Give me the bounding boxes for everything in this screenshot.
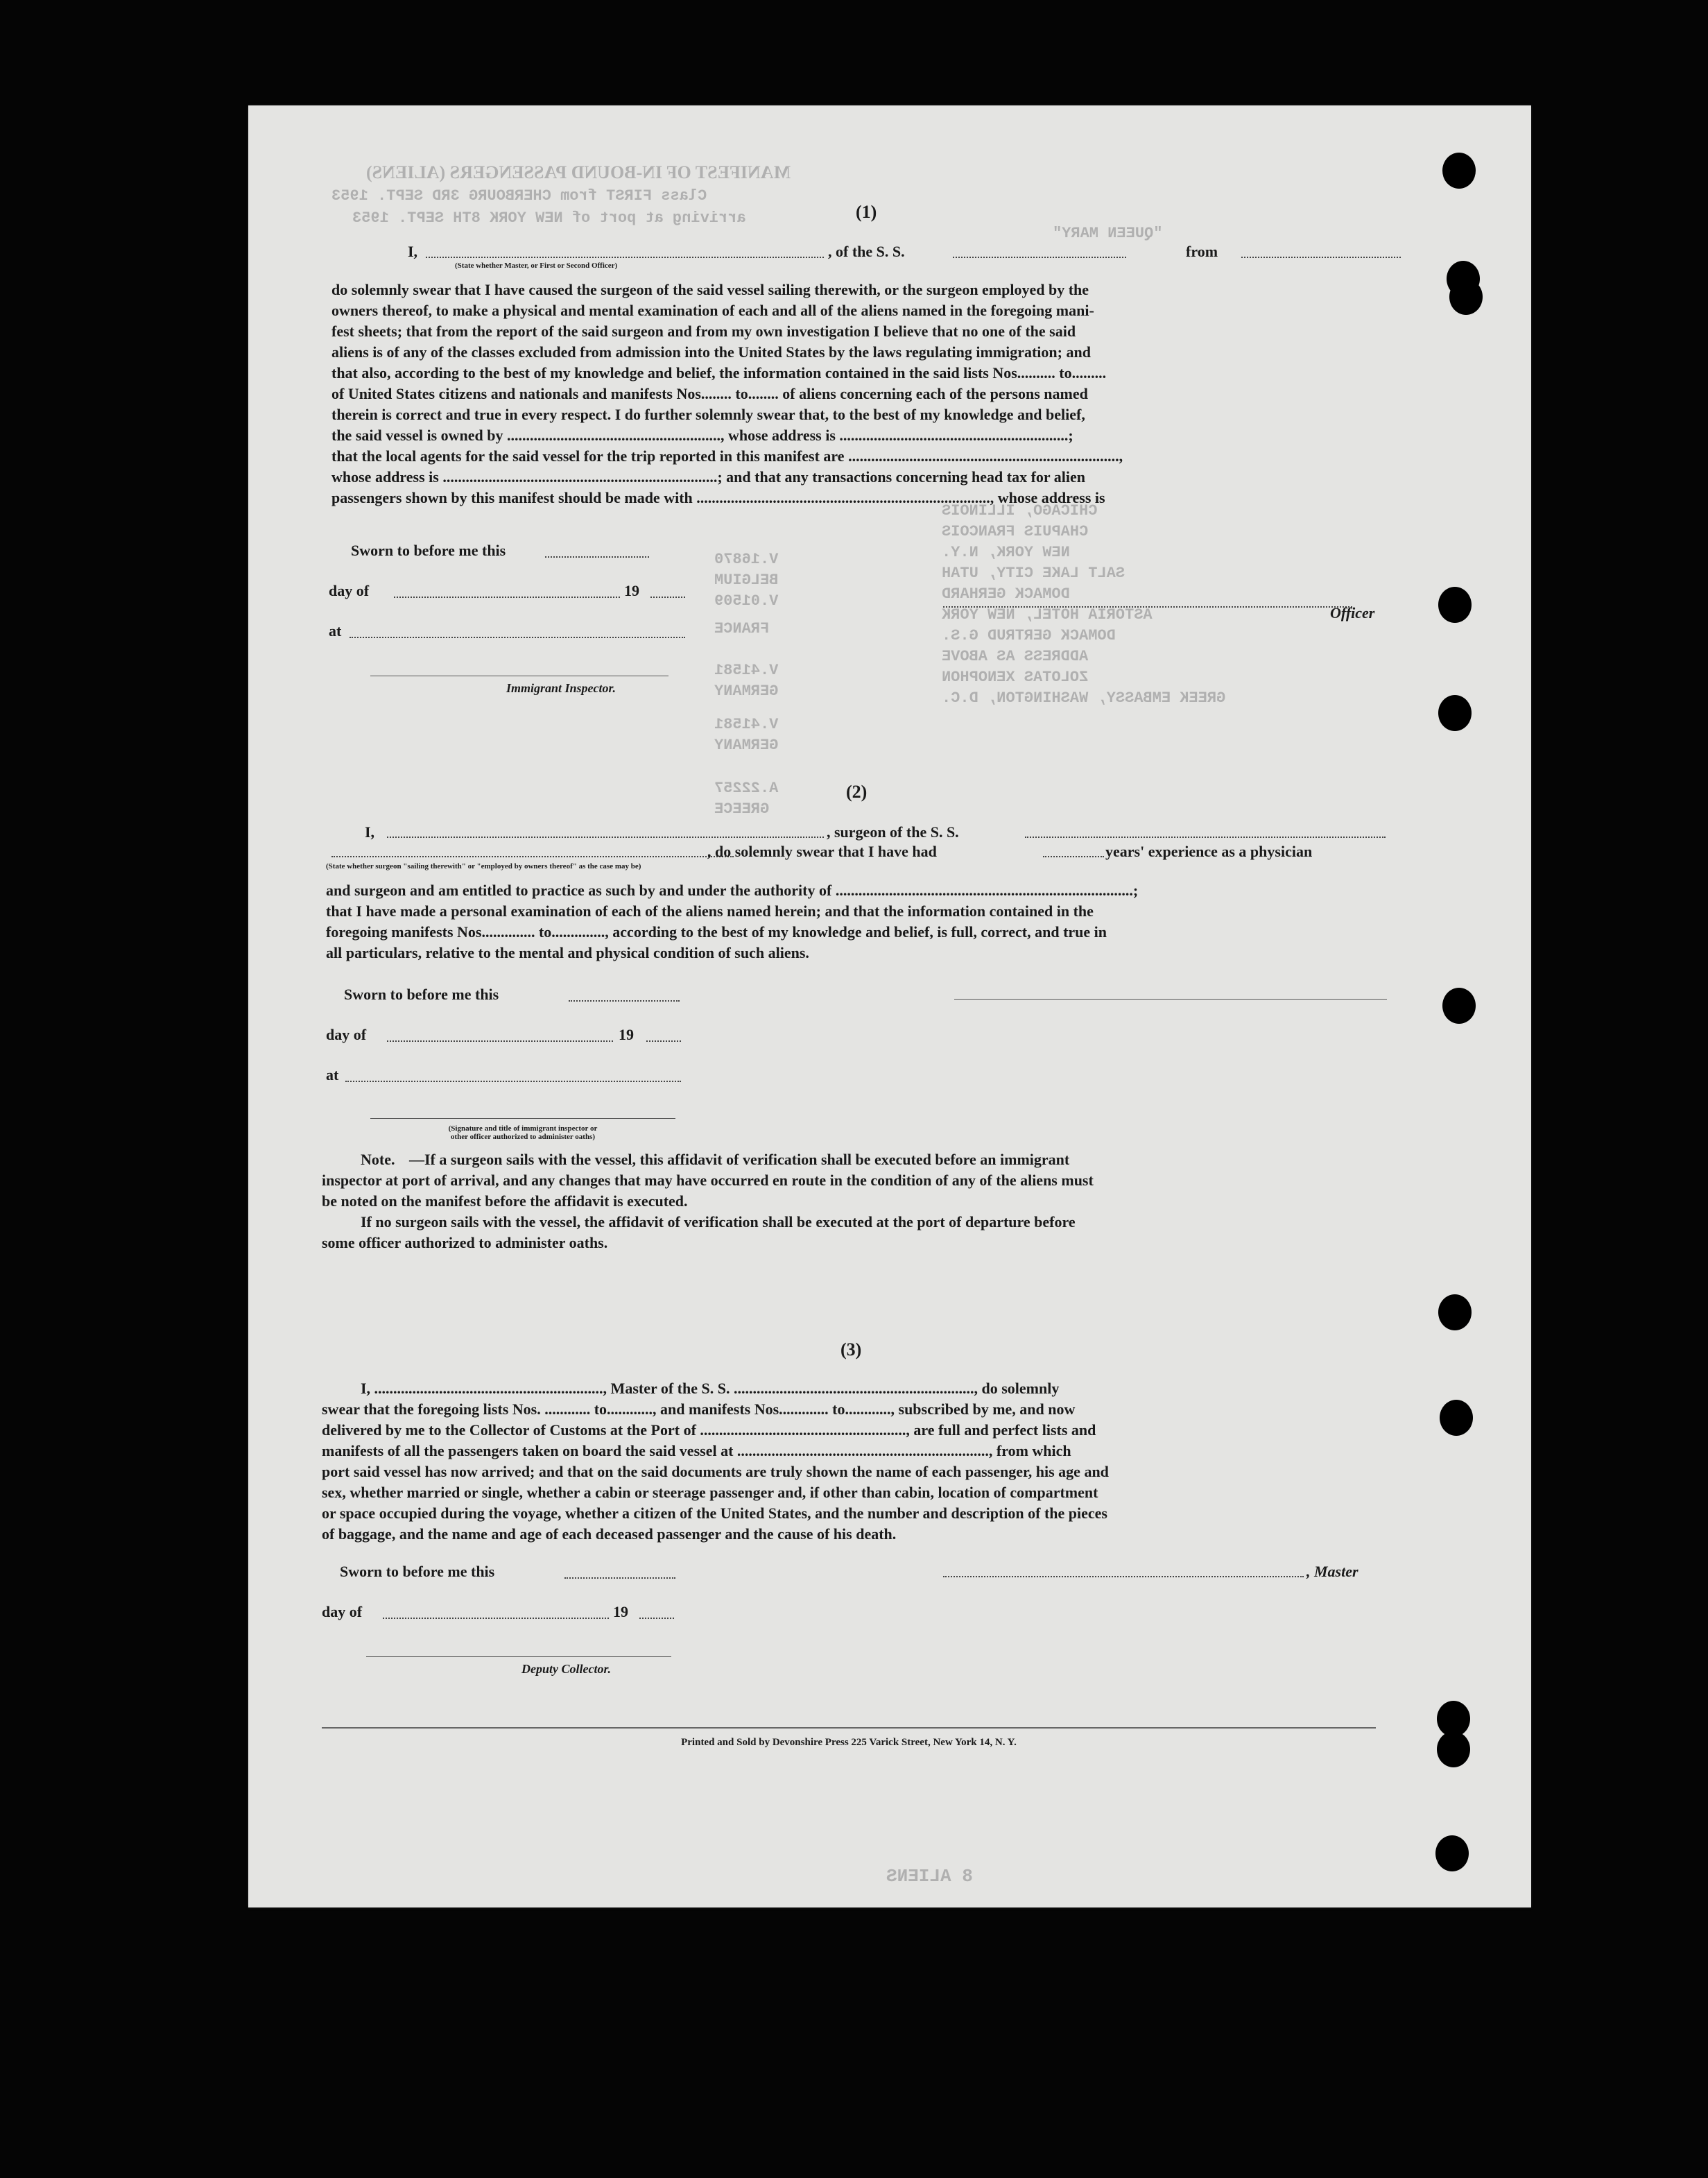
bleed-visa: GERMANY	[714, 683, 779, 700]
officer-title-line	[426, 257, 824, 258]
oath-line: foregoing manifests Nos.............. to.............., according to the best of my knowledge and belief, is full, correct, and true in	[326, 923, 1107, 941]
officer-signature-line	[943, 606, 1352, 608]
vessel-name-line	[953, 257, 1126, 258]
administering-officer-line	[370, 1118, 675, 1119]
collector-signature-line	[366, 1656, 671, 1657]
bleed-entry: CHAPUIS FRANCOIS	[942, 523, 1089, 540]
section-3-number: (3)	[840, 1339, 862, 1360]
bleed-visa: A.22257	[714, 780, 779, 797]
section-2-number: (2)	[846, 782, 868, 802]
section-2-sig-note-2: other officer authorized to administer oaths)	[450, 1133, 596, 1141]
oath-line: of United States citizens and nationals and manifests Nos........ to........ of aliens concerning each of the persons named	[331, 385, 1088, 402]
oath-line: that also, according to the best of my knowledge and belief, the information contained in the said lists Nos.......... to.........	[331, 364, 1107, 381]
section-3-day-line	[383, 1618, 609, 1619]
years-experience-line	[1043, 856, 1104, 857]
bleed-visa: V.41581	[714, 662, 779, 679]
bleed-header-class: Class FIRST from CHERBOURG 3RD SEPT. 1953	[331, 187, 707, 205]
section-3-day-of: day of	[322, 1603, 363, 1620]
section-1-day-of: day of	[329, 582, 370, 599]
bleed-entry: DOMACK GERHARD	[942, 585, 1070, 603]
section-1-from: from	[1186, 243, 1218, 260]
section-2-swear: , do solemnly swear that I have had	[707, 843, 937, 860]
bleed-entry: ZOLOTAS XENOPHON	[942, 669, 1089, 686]
section-1-year: 19	[624, 582, 639, 599]
oath-line: manifests of all the passengers taken on board the said vessel at .................................................................., from which	[322, 1442, 1071, 1459]
footer-rule	[322, 1727, 1376, 1729]
note2-line: If no surgeon sails with the vessel, the affidavit of verification shall be executed at the port of departure before	[361, 1213, 1076, 1231]
oath-line: or space occupied during the voyage, whether a citizen of the United States, and the number and description of the pieces	[322, 1504, 1107, 1522]
surgeon-status-line	[331, 856, 734, 857]
section-2-year: 19	[619, 1026, 634, 1043]
section-3-master: , Master	[1306, 1563, 1358, 1580]
oath-line: that the local agents for the said vessel for the trip reported in this manifest are .......................................................................,	[331, 447, 1123, 465]
section-1-number: (1)	[856, 202, 877, 222]
bleed-entry: NEW YORK, N.Y.	[942, 544, 1070, 561]
master-signature-line	[943, 1576, 1304, 1577]
oath-line: aliens is of any of the classes excluded from admission into the United States by the laws regulating immigration; and	[331, 343, 1091, 361]
oath-line: swear that the foregoing lists Nos. ............ to............, and manifests Nos............. to............, subscribed by me, and now	[322, 1400, 1076, 1418]
note-line: be noted on the manifest before the affidavit is executed.	[322, 1192, 688, 1210]
punch-hole	[1442, 153, 1476, 189]
printer-credit: Printed and Sold by Devonshire Press 225 Varick Street, New York 14, N. Y.	[681, 1737, 1017, 1748]
oath-line: therein is correct and true in every respect. I do further solemnly swear that, to the best of my knowledge and belief,	[331, 406, 1085, 423]
punch-hole	[1435, 1835, 1469, 1871]
section-2-year-line	[646, 1040, 681, 1042]
bleed-entry: SALT LAKE CITY, UTAH	[942, 565, 1125, 582]
oath-line: delivered by me to the Collector of Customs at the Port of ......................................................, are full and perfect lists and	[322, 1421, 1096, 1439]
bleed-aliens-count: 8 ALIENS	[886, 1866, 973, 1887]
section-3-sworn: Sworn to before me this	[340, 1563, 495, 1580]
section-2-sig-note-1: (Signature and title of immigrant inspector or	[448, 1124, 598, 1133]
bleed-visa: GERMANY	[714, 737, 779, 754]
oath-line: port said vessel has now arrived; and that on the said documents are truly shown the name of each passenger, his age and	[322, 1463, 1109, 1480]
bleed-header-arriving: arriving at port of NEW YORK 8TH SEPT. 1953	[352, 209, 746, 227]
section-2-i: I,	[365, 823, 375, 841]
note2-line: some officer authorized to administer oaths.	[322, 1234, 608, 1251]
section-3-sworn-line	[564, 1577, 675, 1579]
oath-line: of baggage, and the name and age of each deceased passenger and the cause of his death.	[322, 1525, 897, 1543]
punch-hole	[1438, 587, 1472, 623]
bleed-visa: GREECE	[714, 800, 770, 818]
oath-line: do solemnly swear that I have caused the surgeon of the said vessel sailing therewith, or the surgeon employed by the	[331, 281, 1089, 298]
oath-line: the said vessel is owned by ........................................................, whose address is ............................................................;	[331, 427, 1073, 444]
oath-line: I, ............................................................, Master of the S. S. ..............................................................., do solemnly	[361, 1380, 1060, 1397]
bleed-visa: BELGIUM	[714, 572, 779, 589]
surgeon-name-line	[387, 837, 824, 838]
bleed-entry: CHICAGO, ILLINOIS	[942, 502, 1098, 520]
section-1-sworn: Sworn to before me this	[351, 542, 506, 559]
oath-line: owners thereof, to make a physical and mental examination of each and all of the aliens named in the foregoing mani-	[331, 302, 1094, 319]
oath-line: and surgeon and am entitled to practice as such by and under the authority of ..............................................................................;	[326, 882, 1139, 899]
punch-hole	[1438, 695, 1472, 731]
section-1-at: at	[329, 622, 342, 640]
punch-hole	[1437, 1731, 1470, 1767]
punch-hole	[1449, 279, 1483, 315]
bleed-visa: V.01509	[714, 592, 779, 610]
punch-hole	[1440, 1400, 1473, 1436]
section-2-at-line	[345, 1081, 681, 1082]
note-line: —If a surgeon sails with the vessel, this affidavit of verification shall be executed before an immigrant	[409, 1151, 1070, 1168]
section-1-at-line	[350, 637, 685, 638]
section-1-i: I,	[408, 243, 418, 260]
section-2-day-line	[387, 1040, 613, 1042]
oath-line: fest sheets; that from the report of the said surgeon and from my own investigation I believe that no one of the said	[331, 323, 1076, 340]
section-2-day-of: day of	[326, 1026, 367, 1043]
section-1-year-line	[650, 597, 685, 598]
oath-line: all particulars, relative to the mental and physical condition of such aliens.	[326, 944, 809, 961]
surgeon-signature-line	[954, 999, 1387, 1000]
punch-hole	[1438, 1294, 1472, 1330]
section-2-status-note: (State whether surgeon "sailing therewith" or "employed by owners thereof" as the case may be)	[326, 862, 641, 871]
section-2-surgeon-of: , surgeon of the S. S.	[827, 823, 959, 841]
section-1-officer-note: (State whether Master, or First or Second Officer)	[455, 261, 618, 270]
section-1-day-line	[394, 597, 620, 598]
bleed-entry: ASTORIA HOTEL, NEW YORK	[942, 606, 1153, 624]
section-1-of-ss: , of the S. S.	[828, 243, 905, 260]
section-1-sworn-line	[545, 556, 649, 558]
section-3-year: 19	[613, 1603, 628, 1620]
manifest-page	[248, 105, 1531, 1907]
bleed-visa: FRANCE	[714, 620, 770, 637]
section-1-inspector: Immigrant Inspector.	[506, 681, 616, 695]
punch-hole	[1442, 988, 1476, 1024]
section-1-officer: Officer	[1330, 604, 1375, 621]
bleed-header-vessel: "QUEEN MARY"	[1053, 225, 1163, 242]
section-2-years: years' experience as a physician	[1105, 843, 1313, 860]
note-label: Note.	[361, 1151, 395, 1168]
section-2-at: at	[326, 1066, 339, 1083]
section-2-vessel-line	[1025, 837, 1386, 838]
oath-line: sex, whether married or single, whether a cabin or steerage passenger and, if other than cabin, location of compartment	[322, 1484, 1098, 1501]
bleed-entry: GREEK EMBASSY, WASHINGTON, D.C.	[942, 689, 1226, 707]
departure-port-line	[1241, 257, 1401, 258]
section-3-collector: Deputy Collector.	[521, 1662, 611, 1676]
oath-line: whose address is ........................................................................; and that any transactions concerning head tax for alien	[331, 468, 1086, 486]
bleed-entry: ADDRESS AS ABOVE	[942, 648, 1089, 665]
bleed-header-title: MANIFEST OF IN-BOUND PASSENGERS (ALIENS)	[366, 162, 791, 182]
bleed-visa: V.41581	[714, 716, 779, 733]
section-2-sworn-line	[569, 1000, 680, 1002]
section-2-sworn: Sworn to before me this	[344, 986, 499, 1003]
oath-line: that I have made a personal examination of each of the aliens named herein; and that the information contained in the	[326, 902, 1094, 920]
bleed-visa: V.16870	[714, 551, 779, 568]
section-3-year-line	[639, 1618, 674, 1619]
oath-line: passengers shown by this manifest should be made with ............................................................................., whose address is	[331, 489, 1105, 506]
note-line: inspector at port of arrival, and any changes that may have occurred en route in the condition of any of the aliens must	[322, 1172, 1094, 1189]
bleed-entry: DOMACK GERTRUD G.S.	[942, 627, 1116, 644]
